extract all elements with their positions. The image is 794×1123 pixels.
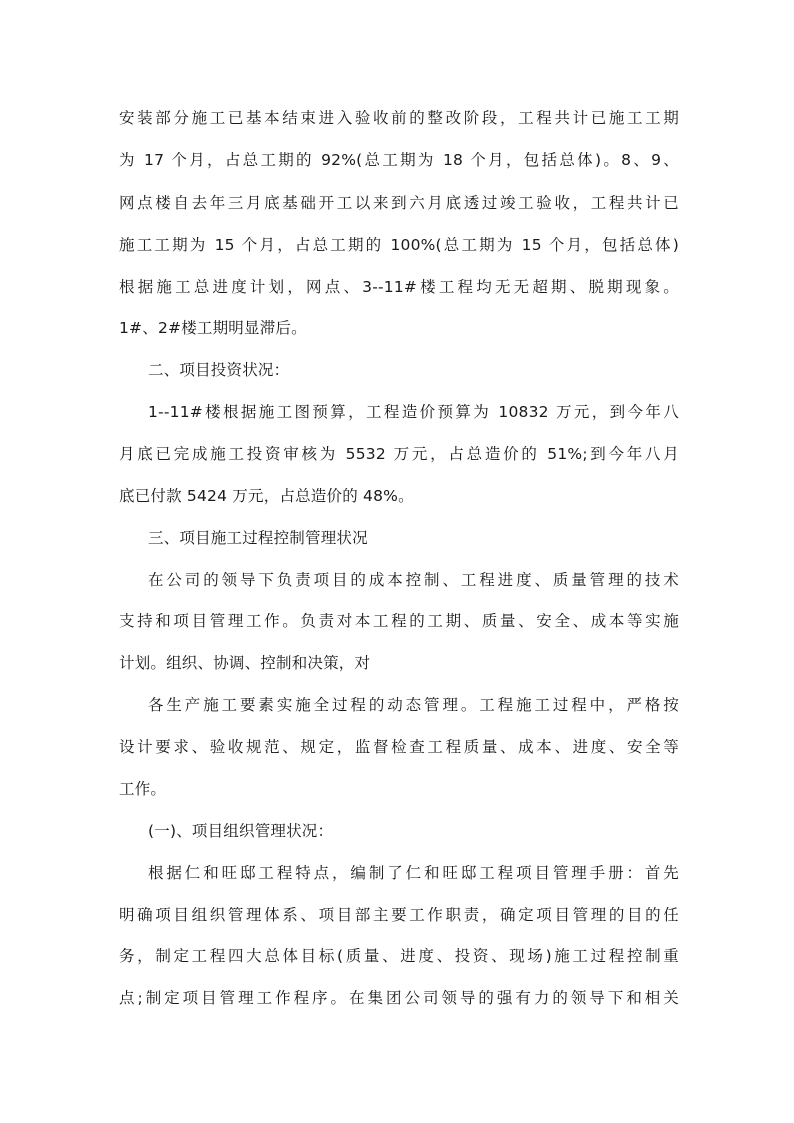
text-line: 支持和项目管理工作。负责对本工程的工期、质量、安全、成本等实施 bbox=[119, 612, 679, 630]
text-line: 明确项目组织管理体系、项目部主要工作职责，确定项目管理的目的任 bbox=[119, 906, 679, 924]
text-line: 网点楼自去年三月底基础开工以来到六月底透过竣工验收，工程共计已 bbox=[119, 194, 679, 212]
text-line: 根据施工总进度计划，网点、3--11#楼工程均无无超期、脱期现象。 bbox=[119, 278, 679, 296]
text-line: 设计要求、验收规范、规定，监督检查工程质量、成本、进度、安全等 bbox=[119, 738, 679, 756]
section-heading: (一)、项目组织管理状况： bbox=[148, 822, 334, 840]
text-line: 各生产施工要素实施全过程的动态管理。工程施工过程中，严格按 bbox=[148, 696, 679, 714]
section-heading: 二、项目投资状况： bbox=[148, 361, 290, 379]
text-line: 1--11#楼根据施工图预算，工程造价预算为 10832 万元，到今年八 bbox=[148, 403, 679, 421]
text-line: 点;制定项目管理工作程序。在集团公司领导的强有力的领导下和相关 bbox=[119, 989, 679, 1007]
text-line: 在公司的领导下负责项目的成本控制、工程进度、质量管理的技术 bbox=[148, 571, 679, 589]
text-line: 根据仁和旺邸工程特点，编制了仁和旺邸工程项目管理手册：首先 bbox=[148, 864, 679, 882]
text-line: 计划。组织、协调、控制和决策，对 bbox=[119, 654, 371, 672]
text-line: 为 17 个月，占总工期的 92%(总工期为 18 个月，包括总体)。8、9、 bbox=[119, 151, 679, 169]
text-line: 工作。 bbox=[119, 780, 167, 798]
text-line: 1#、2#楼工期明显滞后。 bbox=[119, 319, 307, 337]
text-line: 施工工期为 15 个月，占总工期的 100%(总工期为 15 个月，包括总体) bbox=[119, 236, 679, 254]
section-heading: 三、项目施工过程控制管理状况 bbox=[148, 529, 368, 547]
text-line: 月底已完成施工投资审核为 5532 万元，占总造价的 51%;到今年八月 bbox=[119, 445, 679, 463]
text-line: 底已付款 5424 万元，占总造价的 48%。 bbox=[119, 487, 414, 505]
text-line: 务，制定工程四大总体目标(质量、进度、投资、现场)施工过程控制重 bbox=[119, 947, 679, 965]
text-line: 安装部分施工已基本结束进入验收前的整改阶段，工程共计已施工工期 bbox=[119, 109, 679, 127]
